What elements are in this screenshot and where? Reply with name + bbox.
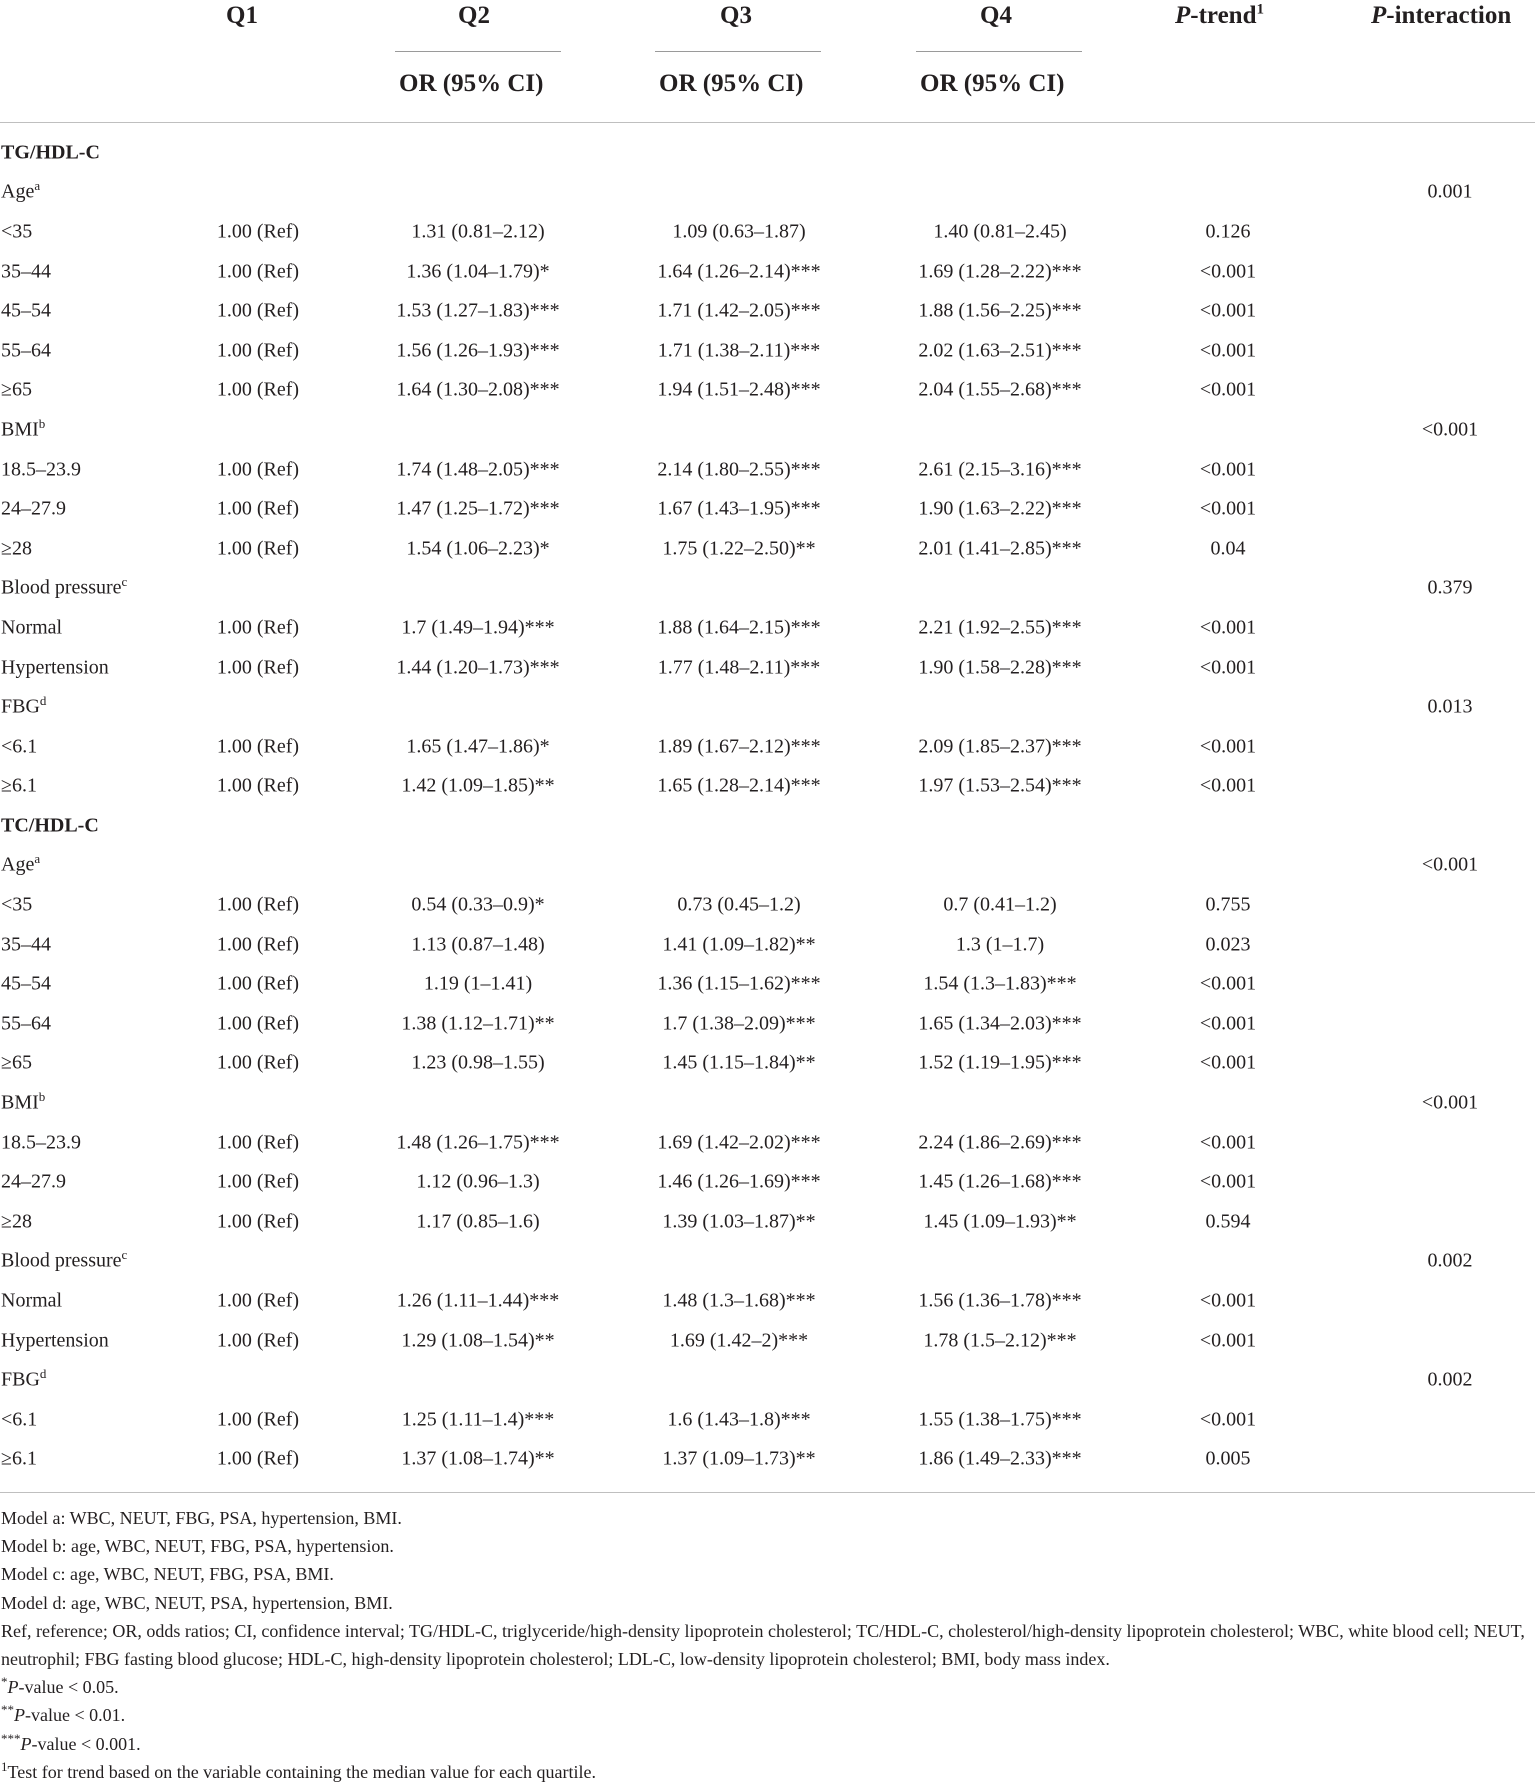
- cell-q3: 1.37 (1.09–1.73)**: [662, 1447, 816, 1470]
- cell-p-interaction: <0.001: [1421, 418, 1479, 441]
- cell-q2: 1.64 (1.30–2.08)***: [396, 378, 560, 401]
- cell-p-trend: 0.04: [1210, 537, 1246, 560]
- model-superscript: b: [38, 415, 46, 431]
- table-row: [0, 371, 1535, 411]
- cell-q3: 1.6 (1.43–1.8)***: [667, 1408, 811, 1431]
- cell-q3: 1.69 (1.42–2.02)***: [657, 1131, 821, 1154]
- footnote-trend: $^1$Test for trend based on the variable containing the median value for each quartile.: [1, 1758, 597, 1782]
- cell-q3: 1.71 (1.42–2.05)***: [657, 299, 821, 322]
- cell-q3: 1.45 (1.15–1.84)**: [662, 1051, 816, 1074]
- section-label: TC/HDL-C: [1, 814, 99, 837]
- cell-q3: 1.88 (1.64–2.15)***: [657, 616, 821, 639]
- cell-q3: 1.7 (1.38–2.09)***: [662, 1012, 816, 1035]
- group-row: [0, 1242, 1535, 1282]
- cell-q4: 2.61 (2.15–3.16)***: [918, 458, 1082, 481]
- cell-q4: 1.86 (1.49–2.33)***: [918, 1447, 1082, 1470]
- table-row: [0, 252, 1535, 292]
- cell-p-trend: <0.001: [1199, 1012, 1257, 1035]
- cell-q2: 1.47 (1.25–1.72)***: [396, 497, 560, 520]
- footnote-abbreviations: Ref, reference; OR, odds ratios; CI, confidence interval; TG/HDL-C, triglyceride/high-density lipoprotein cholesterol; TC/HDL-C, cholesterol/high-density lipoprotein cholesterol; WBC, white blood cell; NEUT, neutrophil; FBG fasting blood glucose; HDL-C, high-density lipoprotein cholesterol; LDL-C, low-density lipoprotein cholesterol; BMI, body mass index.: [1, 1620, 1525, 1670]
- table-footnotes: [1, 1504, 1526, 1786]
- table-header: [0, 0, 1535, 123]
- cell-q1: 1.00 (Ref): [216, 933, 300, 956]
- row-label: <6.1: [1, 1408, 38, 1431]
- row-label: 45–54: [1, 299, 51, 322]
- row-label: 45–54: [1, 972, 51, 995]
- cell-q4: 1.3 (1–1.7): [955, 933, 1045, 956]
- table-row: [0, 648, 1535, 688]
- group-label: FBG$^d$: [1, 1366, 47, 1391]
- footnote-significance-3: ***P-value < 0.001.: [1, 1730, 141, 1754]
- cell-p-interaction: 0.002: [1427, 1368, 1473, 1391]
- row-label: 35–44: [1, 933, 51, 956]
- cell-q3: 1.65 (1.28–2.14)***: [657, 774, 821, 797]
- group-label: Blood pressure$^c$: [1, 574, 128, 599]
- q2-subheader-rule: [395, 51, 561, 52]
- cell-q4: 1.90 (1.63–2.22)***: [918, 497, 1082, 520]
- cell-q1: 1.00 (Ref): [216, 537, 300, 560]
- cell-q1: 1.00 (Ref): [216, 1447, 300, 1470]
- q4-subheader-rule: [916, 51, 1082, 52]
- table-row: [0, 727, 1535, 767]
- cell-q3: 1.48 (1.3–1.68)***: [662, 1289, 816, 1312]
- row-label: 35–44: [1, 260, 51, 283]
- cell-q2: 1.12 (0.96–1.3): [416, 1170, 540, 1193]
- cell-q3: 0.73 (0.45–1.2): [677, 893, 801, 916]
- table-row: [0, 1281, 1535, 1321]
- cell-p-trend: <0.001: [1199, 260, 1257, 283]
- table-row: [0, 925, 1535, 965]
- group-label: Age$^a$: [1, 178, 41, 203]
- footnote-significance-2: **P-value < 0.01.: [1, 1702, 126, 1726]
- cell-p-trend: <0.001: [1199, 339, 1257, 362]
- cell-q2: 1.36 (1.04–1.79)*: [406, 260, 550, 283]
- table-row: [0, 1202, 1535, 1242]
- cell-p-trend: <0.001: [1199, 1131, 1257, 1154]
- model-superscript: a: [34, 178, 41, 194]
- table-row: [0, 1440, 1535, 1480]
- cell-q1: 1.00 (Ref): [216, 1012, 300, 1035]
- model-superscript: d: [39, 692, 47, 708]
- section-row: [0, 806, 1535, 846]
- group-label: Age$^a$: [1, 851, 41, 876]
- cell-p-trend: <0.001: [1199, 497, 1257, 520]
- cell-q2: 1.31 (0.81–2.12): [411, 220, 545, 243]
- cell-q3: 1.94 (1.51–2.48)***: [657, 378, 821, 401]
- row-label: 55–64: [1, 339, 51, 362]
- model-superscript: c: [121, 1247, 128, 1263]
- group-label: BMI$^b$: [1, 1088, 46, 1114]
- table-bottom-rule: [0, 1492, 1535, 1493]
- cell-q4: 1.88 (1.56–2.25)***: [918, 299, 1082, 322]
- cell-p-trend: <0.001: [1199, 1170, 1257, 1193]
- cell-q1: 1.00 (Ref): [216, 1051, 300, 1074]
- cell-q4: 1.45 (1.09–1.93)**: [923, 1210, 1077, 1233]
- cell-p-trend: <0.001: [1199, 656, 1257, 679]
- cell-q2: 1.7 (1.49–1.94)***: [401, 616, 555, 639]
- model-superscript: b: [38, 1088, 46, 1104]
- cell-q2: 1.26 (1.11–1.44)***: [396, 1289, 560, 1312]
- row-label: ≥6.1: [1, 1447, 37, 1470]
- header-p-trend: P-trend$^1$: [1175, 1, 1264, 29]
- cell-q1: 1.00 (Ref): [216, 1131, 300, 1154]
- row-label: 55–64: [1, 1012, 51, 1035]
- table-row: [0, 1400, 1535, 1440]
- cell-q2: 1.54 (1.06–2.23)*: [406, 537, 550, 560]
- cell-p-interaction: <0.001: [1421, 853, 1479, 876]
- table-row: [0, 489, 1535, 529]
- cell-q2: 1.44 (1.20–1.73)***: [396, 656, 560, 679]
- cell-p-trend: 0.594: [1205, 1210, 1251, 1233]
- cell-q3: 1.75 (1.22–2.50)**: [662, 537, 816, 560]
- cell-q1: 1.00 (Ref): [216, 1408, 300, 1431]
- table-row: [0, 1004, 1535, 1044]
- group-row: [0, 569, 1535, 609]
- cell-q4: 2.01 (1.41–2.85)***: [918, 537, 1082, 560]
- cell-q3: 1.36 (1.15–1.62)***: [657, 972, 821, 995]
- cell-q2: 1.29 (1.08–1.54)**: [401, 1329, 555, 1352]
- table-row: [0, 450, 1535, 490]
- row-label: 18.5–23.9: [1, 458, 81, 481]
- cell-q2: 1.53 (1.27–1.83)***: [396, 299, 560, 322]
- cell-q1: 1.00 (Ref): [216, 735, 300, 758]
- cell-q3: 1.67 (1.43–1.95)***: [657, 497, 821, 520]
- cell-q1: 1.00 (Ref): [216, 1329, 300, 1352]
- cell-q1: 1.00 (Ref): [216, 774, 300, 797]
- table-row: [0, 331, 1535, 371]
- header-q3: Q3: [720, 2, 752, 29]
- cell-q4: 1.56 (1.36–1.78)***: [918, 1289, 1082, 1312]
- cell-q4: 1.97 (1.53–2.54)***: [918, 774, 1082, 797]
- table-row: [0, 1321, 1535, 1361]
- cell-q2: 1.13 (0.87–1.48): [411, 933, 545, 956]
- header-q2: Q2: [458, 2, 490, 29]
- cell-q4: 2.09 (1.85–2.37)***: [918, 735, 1082, 758]
- cell-p-interaction: 0.001: [1427, 180, 1473, 203]
- row-label: ≥28: [1, 1210, 32, 1233]
- table-row: [0, 608, 1535, 648]
- row-label: 18.5–23.9: [1, 1131, 81, 1154]
- cell-q2: 1.42 (1.09–1.85)**: [401, 774, 555, 797]
- cell-p-interaction: <0.001: [1421, 1091, 1479, 1114]
- cell-p-trend: <0.001: [1199, 735, 1257, 758]
- cell-q4: 1.78 (1.5–2.12)***: [923, 1329, 1077, 1352]
- table-row: [0, 885, 1535, 925]
- cell-q1: 1.00 (Ref): [216, 299, 300, 322]
- cell-q3: 1.77 (1.48–2.11)***: [657, 656, 821, 679]
- table-row: [0, 1162, 1535, 1202]
- cell-q4: 2.02 (1.63–2.51)***: [918, 339, 1082, 362]
- footnote-significance-1: *P-value < 0.05.: [1, 1674, 119, 1698]
- cell-q3: 1.39 (1.03–1.87)**: [662, 1210, 816, 1233]
- footnote-model-a: Model a: WBC, NEUT, FBG, PSA, hypertension, BMI.: [1, 1508, 402, 1528]
- cell-q2: 1.19 (1–1.41): [423, 972, 533, 995]
- cell-q4: 0.7 (0.41–1.2): [943, 893, 1057, 916]
- cell-p-interaction: 0.379: [1427, 576, 1473, 599]
- cell-q3: 2.14 (1.80–2.55)***: [657, 458, 821, 481]
- cell-p-trend: <0.001: [1199, 1289, 1257, 1312]
- model-superscript: c: [121, 574, 128, 590]
- cell-q2: 1.23 (0.98–1.55): [411, 1051, 545, 1074]
- cell-p-trend: <0.001: [1199, 1051, 1257, 1074]
- header-q1: Q1: [226, 2, 258, 29]
- cell-q1: 1.00 (Ref): [216, 616, 300, 639]
- cell-q4: 1.52 (1.19–1.95)***: [918, 1051, 1082, 1074]
- cell-q4: 1.90 (1.58–2.28)***: [918, 656, 1082, 679]
- group-row: [0, 846, 1535, 886]
- cell-p-trend: 0.755: [1205, 893, 1251, 916]
- cell-q1: 1.00 (Ref): [216, 220, 300, 243]
- model-superscript: d: [39, 1366, 47, 1382]
- cell-q3: 1.69 (1.42–2)***: [669, 1329, 809, 1352]
- footnote-model-c: Model c: age, WBC, NEUT, FBG, PSA, BMI.: [1, 1564, 334, 1585]
- table-row: [0, 767, 1535, 807]
- footnote-model-b: Model b: age, WBC, NEUT, FBG, PSA, hypertension.: [1, 1536, 394, 1557]
- row-label: 24–27.9: [1, 497, 66, 520]
- cell-q4: 1.40 (0.81–2.45): [933, 220, 1067, 243]
- group-row: [0, 687, 1535, 727]
- cell-q2: 1.38 (1.12–1.71)**: [401, 1012, 555, 1035]
- table-row: [0, 529, 1535, 569]
- cell-q4: 1.54 (1.3–1.83)***: [923, 972, 1077, 995]
- cell-p-trend: <0.001: [1199, 378, 1257, 401]
- group-row: [0, 1083, 1535, 1123]
- cell-q2: 1.74 (1.48–2.05)***: [396, 458, 560, 481]
- row-label: ≥28: [1, 537, 32, 560]
- cell-q3: 1.89 (1.67–2.12)***: [657, 735, 821, 758]
- cell-p-trend: <0.001: [1199, 1329, 1257, 1352]
- section-row: [0, 133, 1535, 173]
- cell-q2: 0.54 (0.33–0.9)*: [411, 893, 545, 916]
- header-q2-or-ci: OR (95% CI): [399, 70, 544, 97]
- cell-p-trend: 0.005: [1205, 1447, 1251, 1470]
- row-label: ≥65: [1, 378, 32, 401]
- table-row: [0, 964, 1535, 1004]
- cell-q4: 2.21 (1.92–2.55)***: [918, 616, 1082, 639]
- cell-q1: 1.00 (Ref): [216, 339, 300, 362]
- header-q4: Q4: [980, 2, 1012, 29]
- cell-q1: 1.00 (Ref): [216, 1170, 300, 1193]
- cell-p-trend: <0.001: [1199, 1408, 1257, 1431]
- group-row: [0, 410, 1535, 450]
- header-q4-or-ci: OR (95% CI): [920, 70, 1065, 97]
- cell-q1: 1.00 (Ref): [216, 1289, 300, 1312]
- cell-q3: 1.64 (1.26–2.14)***: [657, 260, 821, 283]
- row-label: <35: [1, 893, 33, 916]
- cell-q4: 2.04 (1.55–2.68)***: [918, 378, 1082, 401]
- cell-p-interaction: 0.002: [1427, 1249, 1473, 1272]
- cell-q2: 1.25 (1.11–1.4)***: [401, 1408, 555, 1431]
- q3-subheader-rule: [655, 51, 821, 52]
- cell-p-trend: <0.001: [1199, 972, 1257, 995]
- cell-p-trend: <0.001: [1199, 458, 1257, 481]
- table-row: [0, 1044, 1535, 1084]
- row-label: Hypertension: [1, 1329, 109, 1352]
- row-label: Hypertension: [1, 656, 109, 679]
- cell-p-trend: 0.023: [1205, 933, 1251, 956]
- cell-q2: 1.17 (0.85–1.6): [416, 1210, 540, 1233]
- cell-q1: 1.00 (Ref): [216, 656, 300, 679]
- cell-q4: 1.69 (1.28–2.22)***: [918, 260, 1082, 283]
- row-label: ≥65: [1, 1051, 32, 1074]
- header-q3-or-ci: OR (95% CI): [659, 70, 804, 97]
- cell-q3: 1.46 (1.26–1.69)***: [657, 1170, 821, 1193]
- model-superscript: a: [34, 851, 41, 867]
- cell-p-interaction: 0.013: [1427, 695, 1473, 718]
- row-label: ≥6.1: [1, 774, 37, 797]
- cell-p-trend: <0.001: [1199, 299, 1257, 322]
- cell-q3: 1.41 (1.09–1.82)**: [662, 933, 816, 956]
- cell-p-trend: 0.126: [1205, 220, 1251, 243]
- cell-q2: 1.56 (1.26–1.93)***: [396, 339, 560, 362]
- cell-p-trend: <0.001: [1199, 616, 1257, 639]
- group-label: Blood pressure$^c$: [1, 1247, 128, 1272]
- cell-q1: 1.00 (Ref): [216, 497, 300, 520]
- group-label: BMI$^b$: [1, 415, 46, 441]
- cell-q1: 1.00 (Ref): [216, 458, 300, 481]
- cell-q2: 1.37 (1.08–1.74)**: [401, 1447, 555, 1470]
- row-label: Normal: [1, 1289, 63, 1312]
- row-label: <6.1: [1, 735, 38, 758]
- cell-q1: 1.00 (Ref): [216, 893, 300, 916]
- cell-q4: 1.65 (1.34–2.03)***: [918, 1012, 1082, 1035]
- cell-q4: 1.55 (1.38–1.75)***: [918, 1408, 1082, 1431]
- cell-q1: 1.00 (Ref): [216, 972, 300, 995]
- row-label: Normal: [1, 616, 63, 639]
- group-label: FBG$^d$: [1, 692, 47, 718]
- table-body: [0, 133, 1535, 1479]
- cell-q1: 1.00 (Ref): [216, 260, 300, 283]
- table-row: [0, 1123, 1535, 1163]
- cell-q2: 1.48 (1.26–1.75)***: [396, 1131, 560, 1154]
- group-row: [0, 1360, 1535, 1400]
- table-row: [0, 291, 1535, 331]
- header-p-interaction: P-interaction: [1371, 2, 1512, 29]
- section-label: TG/HDL-C: [1, 141, 100, 164]
- row-label: <35: [1, 220, 33, 243]
- table-row: [0, 212, 1535, 252]
- footnote-model-d: Model d: age, WBC, NEUT, PSA, hypertension, BMI.: [1, 1592, 393, 1613]
- cell-q4: 1.45 (1.26–1.68)***: [918, 1170, 1082, 1193]
- cell-q1: 1.00 (Ref): [216, 1210, 300, 1233]
- cell-q2: 1.65 (1.47–1.86)*: [406, 735, 550, 758]
- cell-q1: 1.00 (Ref): [216, 378, 300, 401]
- cell-q3: 1.09 (0.63–1.87): [672, 220, 806, 243]
- cell-p-trend: <0.001: [1199, 774, 1257, 797]
- cell-q3: 1.71 (1.38–2.11)***: [657, 339, 821, 362]
- cell-q4: 2.24 (1.86–2.69)***: [918, 1131, 1082, 1154]
- group-row: [0, 173, 1535, 213]
- row-label: 24–27.9: [1, 1170, 66, 1193]
